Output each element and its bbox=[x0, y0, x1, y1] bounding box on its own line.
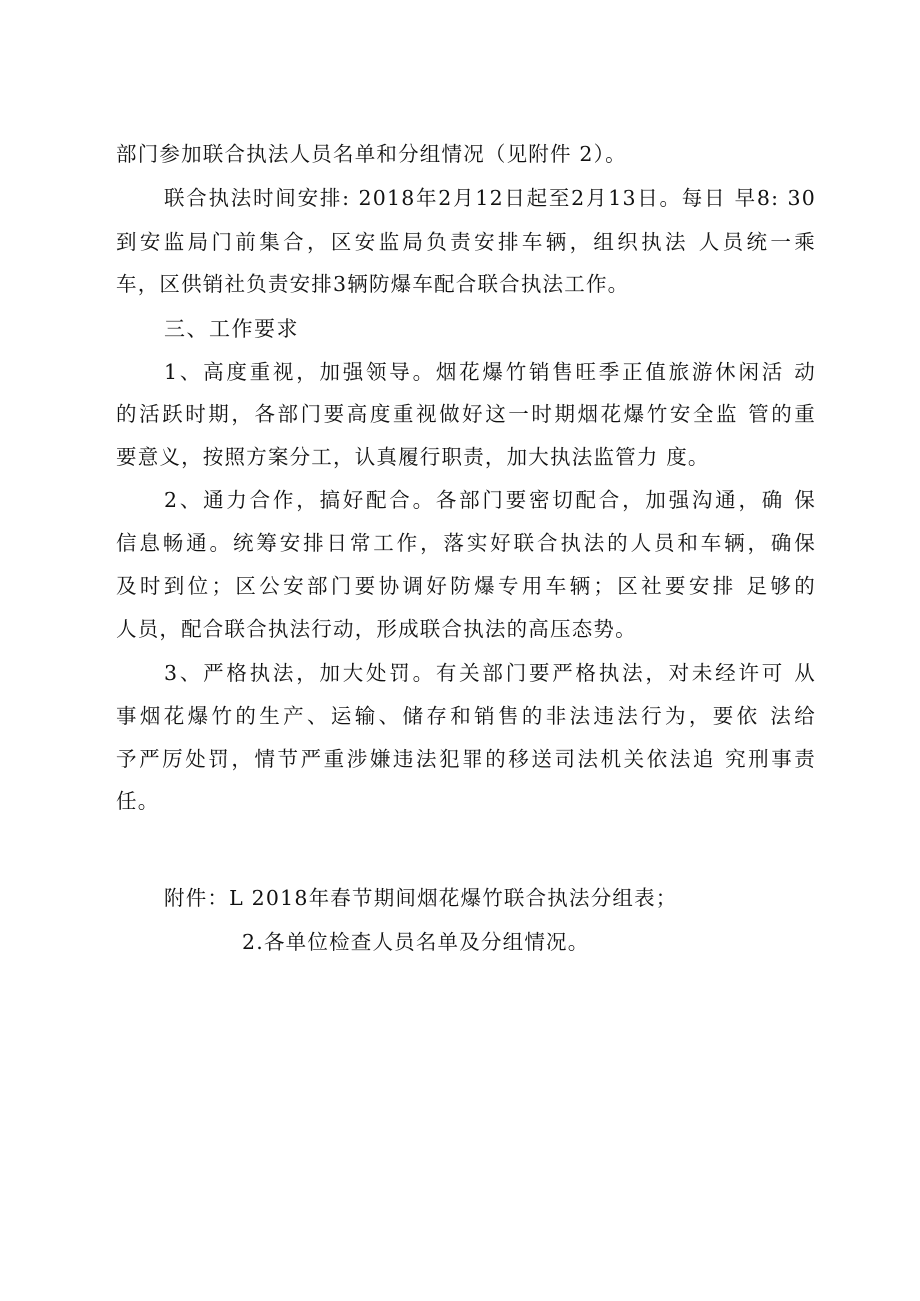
schedule-line-1: 联合执法时间安排: 2018年2月12日起至2月13日。每日 早8: 30 bbox=[164, 186, 816, 210]
item-3-line-2: 事烟花爆竹的生产、运输、储存和销售的非法违法行为，要依 法给 bbox=[116, 704, 816, 728]
schedule-line-3: 车，区供销社负责安排3辆防爆车配合联合执法工作。 bbox=[116, 272, 630, 296]
item-2-line-2: 信息畅通。统筹安排日常工作，落实好联合执法的人员和车辆，确保 bbox=[116, 531, 816, 555]
intro-line: 部门参加联合执法人员名单和分组情况（见附件 2）。 bbox=[116, 142, 627, 166]
item-2-line-4: 人员，配合联合执法行动，形成联合执法的高压态势。 bbox=[116, 617, 637, 641]
item-3-line-3: 予严厉处罚，情节严重涉嫌违法犯罪的移送司法机关依法追 究刑事责 bbox=[116, 747, 816, 771]
item-1-line-3: 要意义，按照方案分工，认真履行职责，加大执法监管力 度。 bbox=[116, 445, 710, 469]
attachment-line-2: 2.各单位检查人员名单及分组情况。 bbox=[242, 930, 590, 954]
item-2-line-1: 2、通力合作，搞好配合。各部门要密切配合，加强沟通，确 保 bbox=[164, 488, 816, 512]
item-2-line-3: 及时到位；区公安部门要协调好防爆专用车辆；区社要安排 足够的 bbox=[116, 574, 816, 598]
attachment-line-1: 附件：L 2018年春节期间烟花爆竹联合执法分组表； bbox=[164, 886, 678, 910]
schedule-line-2: 到安监局门前集合，区安监局负责安排车辆，组织执法 人员统一乘 bbox=[116, 230, 816, 254]
item-3-line-1: 3、严格执法，加大处罚。有关部门要严格执法，对未经许可 从 bbox=[164, 661, 816, 685]
item-1-line-2: 的活跃时期，各部门要高度重视做好这一时期烟花爆竹安全监 管的重 bbox=[116, 402, 816, 426]
section-heading: 三、工作要求 bbox=[164, 317, 299, 341]
item-3-line-4: 任。 bbox=[116, 789, 160, 813]
item-1-line-1: 1、高度重视，加强领导。烟花爆竹销售旺季正值旅游休闲活 动 bbox=[164, 360, 816, 384]
